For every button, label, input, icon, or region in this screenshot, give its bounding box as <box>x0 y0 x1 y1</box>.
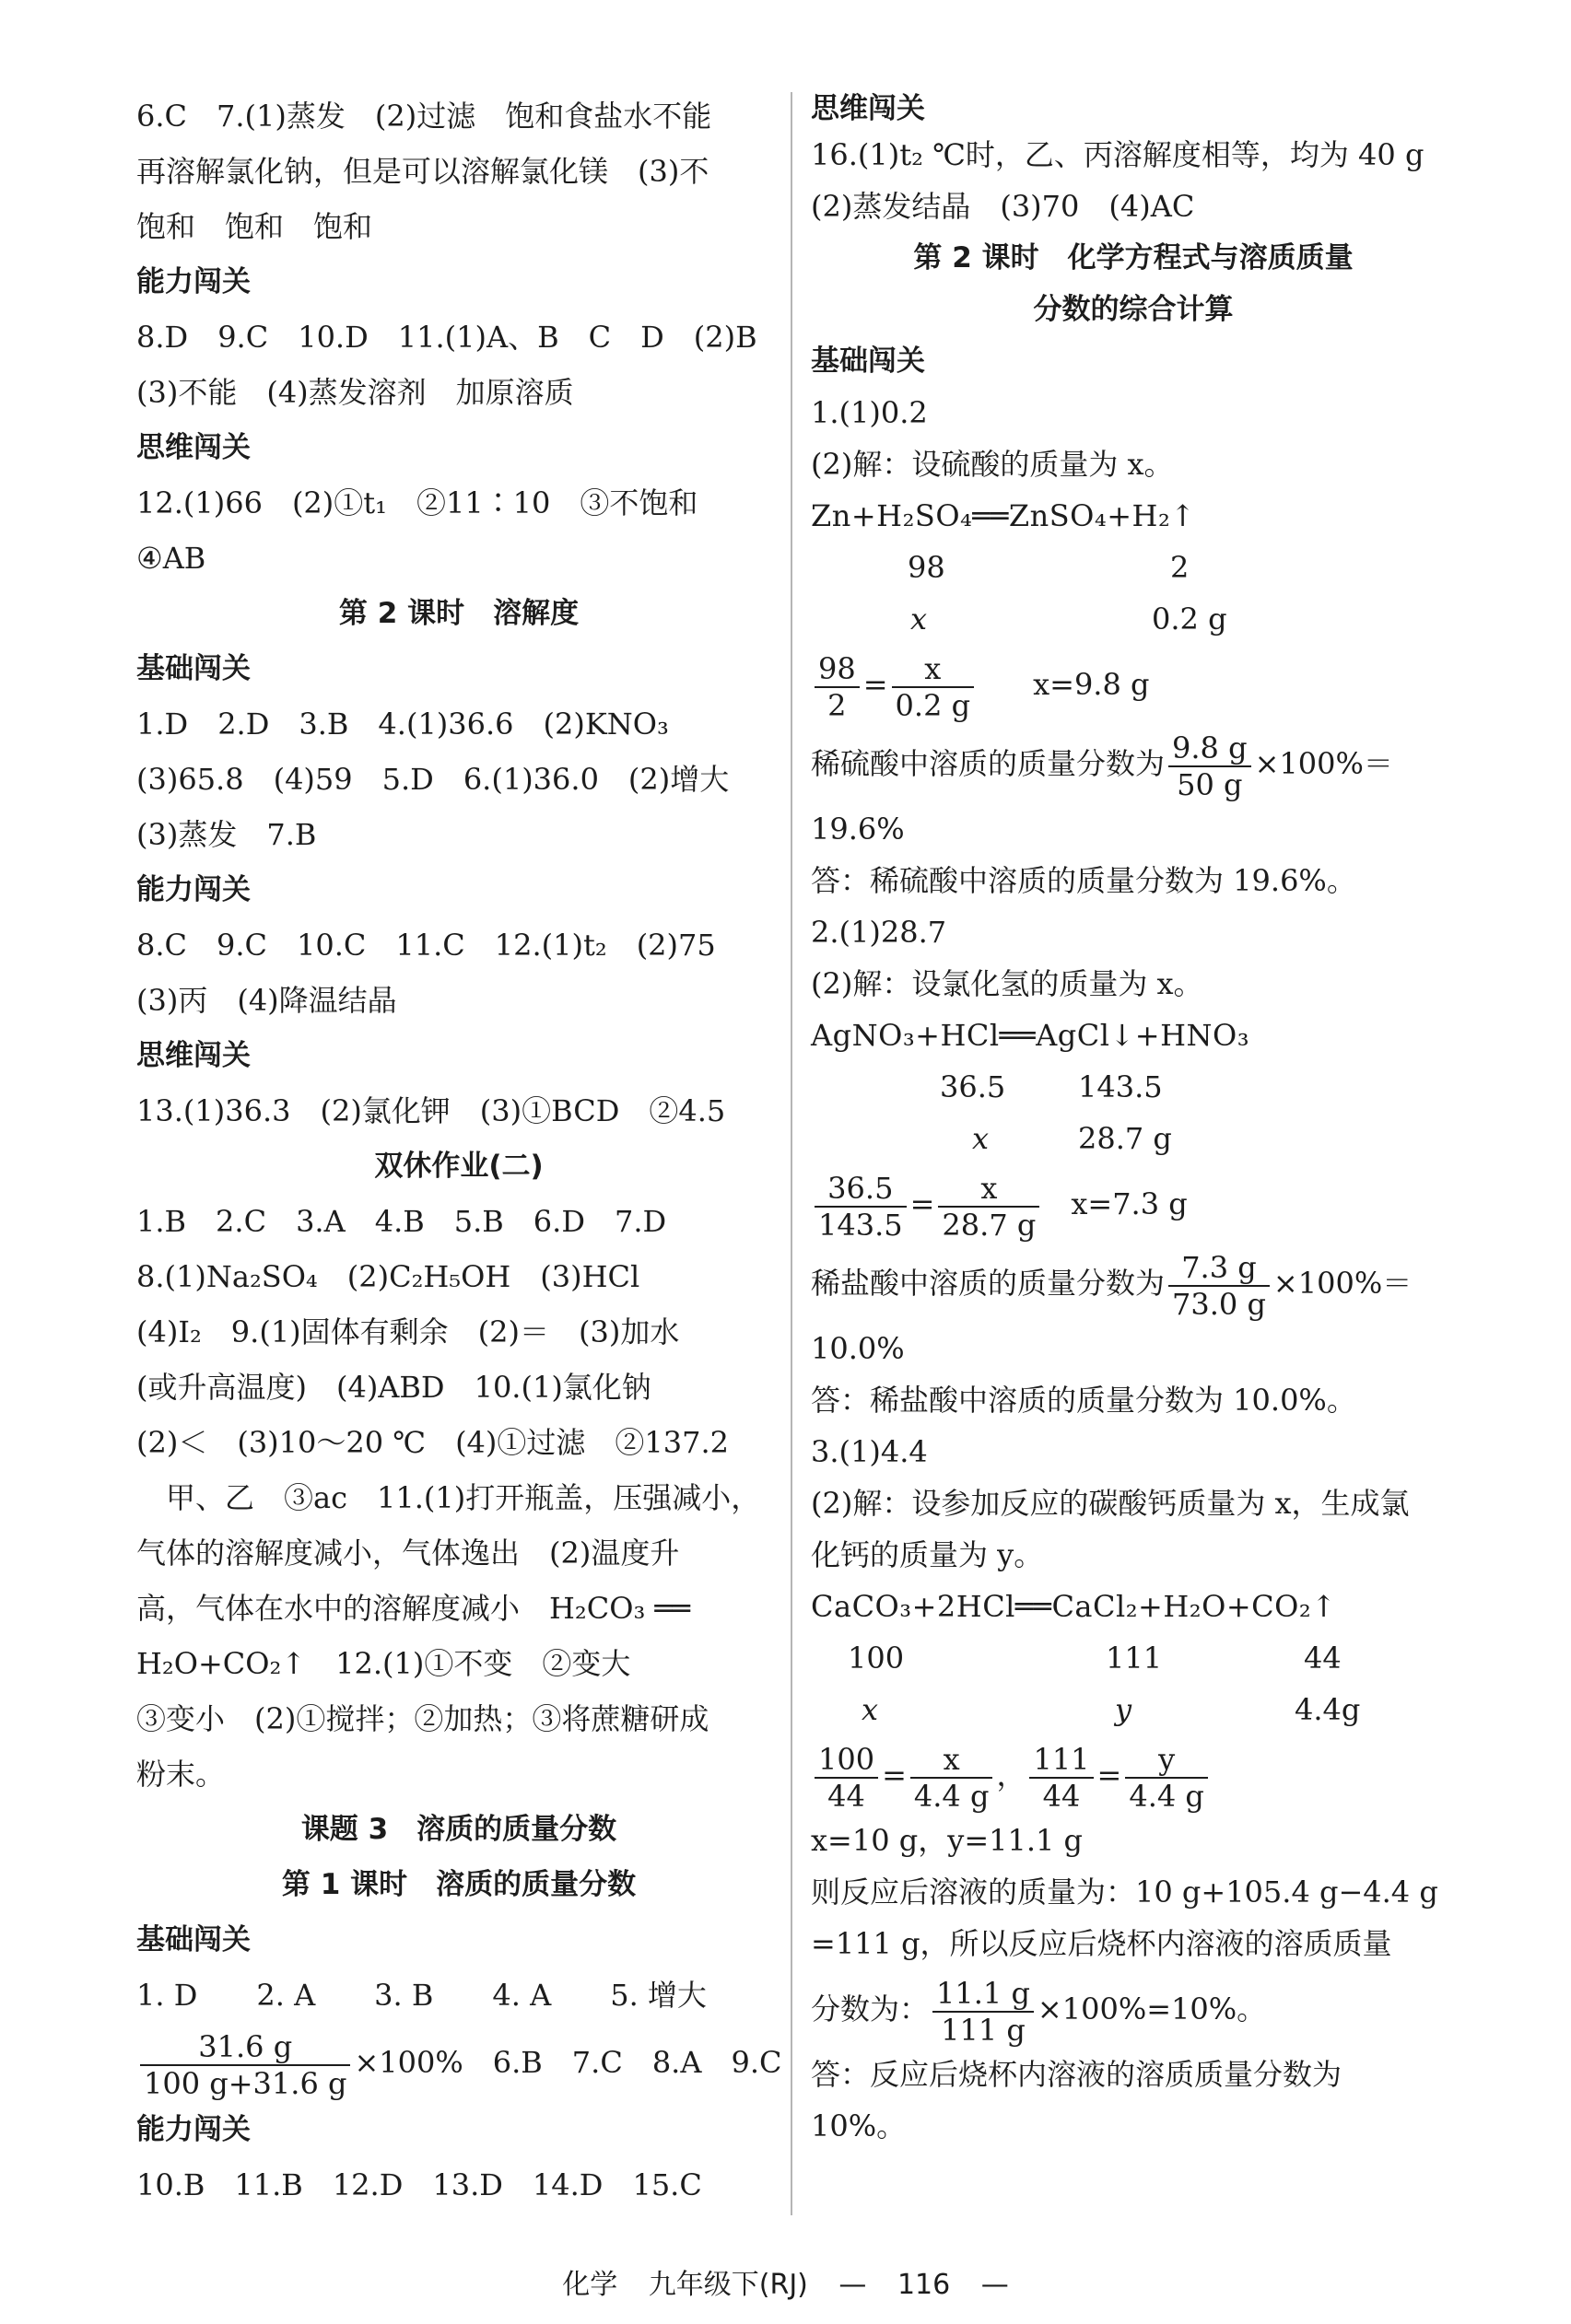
fraction <box>815 1171 907 1243</box>
known-mass: 28.7 g <box>1078 1121 1172 1156</box>
equation-ratio-row <box>811 1684 1456 1735</box>
answer-line: 高，气体在水中的溶解度减小 H₂CO₃ ══ <box>136 1591 690 1626</box>
answer-line: 再溶解氯化钠，但是可以溶解氯化镁 (3)不 <box>136 154 709 189</box>
fraction-line <box>811 724 1456 803</box>
chemical-equation: CaCO₃+2HCl══CaCl₂+H₂O+CO₂↑ <box>811 1589 1337 1624</box>
answer-line: (或升高温度) (4)ABD 10.(1)氯化钠 <box>136 1370 651 1405</box>
fraction <box>815 651 860 723</box>
lesson-title: 双休作业(二) <box>374 1150 544 1183</box>
unknown-mass: x <box>910 601 928 636</box>
answer-line: (3)不能 (4)蒸发溶剂 加原溶质 <box>136 375 574 410</box>
fraction <box>1029 1742 1093 1814</box>
unknown-mass: x <box>862 1692 879 1727</box>
molar-mass: 100 <box>848 1641 905 1676</box>
answer-line: 19.6% <box>811 812 905 847</box>
answer-line: ④AB <box>136 541 206 576</box>
answer-line: x=10 g，y=11.1 g <box>811 1823 1084 1858</box>
equation-ratio-row <box>811 1061 1456 1113</box>
footer-dash: — <box>980 2269 1009 2301</box>
answer-line: 1.(1)0.2 <box>811 395 928 430</box>
denominator: 111 g <box>941 2012 1026 2048</box>
answer-line: 6.C 7.(1)蒸发 (2)过滤 饱和食盐水不能 <box>136 99 712 134</box>
molar-mass: 111 <box>1106 1641 1163 1676</box>
answer-line: 1.D 2.D 3.B 4.(1)36.6 (2)KNO₃ <box>136 707 669 742</box>
molar-mass: 36.5 <box>940 1069 1006 1104</box>
answer-line: 饱和 饱和 饱和 <box>136 209 373 244</box>
denominator: 44 <box>1042 1778 1081 1814</box>
fraction-line: $\frac{36.5}{143.5}$ = $\frac{x}{28.7 g}$ x=7.3 g <box>811 1164 1456 1244</box>
denominator: 143.5 <box>818 1207 903 1243</box>
footer-dash: — <box>838 2269 867 2301</box>
answer-line: 10.B 11.B 12.D 13.D 14.D 15.C <box>136 2167 702 2202</box>
denominator: 4.4 g <box>913 1778 990 1814</box>
answer-text: 稀盐酸中溶质的质量分数为 <box>811 1266 1166 1301</box>
fraction-line <box>811 1969 1456 2049</box>
numerator: 100 <box>815 1742 878 1779</box>
unknown-mass: x <box>972 1121 990 1156</box>
section-heading: 能力闯关 <box>136 265 251 298</box>
answer-line: 化钙的质量为 y。 <box>811 1537 1044 1572</box>
answer-line: (2)解：设氯化氢的质量为 x。 <box>811 966 1203 1001</box>
section-heading: 基础闯关 <box>136 652 251 685</box>
footer-subject: 化学 <box>562 2269 618 2301</box>
denominator: 0.2 g <box>895 687 971 723</box>
answer-line: (2)解：设参加反应的碳酸钙质量为 x，生成氯 <box>811 1486 1410 1521</box>
numerator: x <box>910 1742 993 1779</box>
answer-line: ③变小 (2)①搅拌；②加热；③将蔗糖研成 <box>136 1701 709 1736</box>
numerator: x <box>892 651 975 688</box>
answer-line: 1.B 2.C 3.A 4.B 5.B 6.D 7.D <box>136 1204 667 1239</box>
section-heading: 思维闯关 <box>811 92 925 125</box>
equation-ratio-row <box>811 542 1456 593</box>
chemical-equation: AgNO₃+HCl══AgCl↓+HNO₃ <box>811 1018 1250 1053</box>
section-heading: 能力闯关 <box>136 2113 251 2146</box>
answer-line: (2)解：设硫酸的质量为 x。 <box>811 447 1174 482</box>
answer-line: 粉末。 <box>136 1757 226 1792</box>
answer-line: (3)65.8 (4)59 5.D 6.(1)36.0 (2)增大 <box>136 762 730 797</box>
numerator: 98 <box>815 651 860 688</box>
chemical-equation: Zn+H₂SO₄══ZnSO₄+H₂↑ <box>811 498 1196 533</box>
fraction <box>932 1976 1034 2048</box>
answer-line: 8.(1)Na₂SO₄ (2)C₂H₅OH (3)HCl <box>136 1259 640 1294</box>
denominator: 4.4 g <box>1129 1778 1204 1814</box>
section-heading: 基础闯关 <box>136 1923 251 1956</box>
answer-line: 答：稀硫酸中溶质的质量分数为 19.6%。 <box>811 863 1356 898</box>
unknown-mass: y <box>1115 1692 1132 1727</box>
lesson-title: 第 2 课时 化学方程式与溶质质量 <box>913 241 1354 274</box>
answer-line: (4)I₂ 9.(1)固体有剩余 (2)＝ (3)加水 <box>136 1314 680 1349</box>
right-column <box>811 88 1456 2152</box>
numerator: 111 <box>1029 1742 1093 1779</box>
lesson-title: 课题 3 溶质的质量分数 <box>300 1813 617 1846</box>
answer-line: 则反应后溶液的质量为：10 g+105.4 g−4.4 g <box>811 1874 1438 1909</box>
answer-line: 1. D 2. A 3. B 4. A 5. 增大 <box>136 1978 707 2013</box>
fraction <box>140 2029 350 2101</box>
fraction <box>892 651 975 723</box>
answer-text: 分数为： <box>811 1991 930 2026</box>
lesson-title: 分数的综合计算 <box>1033 293 1234 326</box>
answer-line: 气体的溶解度减小，气体逸出 (2)温度升 <box>136 1536 680 1571</box>
answer-line: 13.(1)36.3 (2)氯化钾 (3)①BCD ②4.5 <box>136 1093 726 1128</box>
fraction-line: $\frac{100}{44}$ = $\frac{x}{4.4 g}$ ， $\frac{111}{44}$ = $\frac{y}{4.4 g}$ <box>811 1735 1456 1815</box>
lesson-title: 第 1 课时 溶质的质量分数 <box>281 1868 637 1901</box>
known-mass: 0.2 g <box>1152 601 1227 636</box>
numerator: 11.1 g <box>932 1976 1034 2013</box>
molar-mass: 2 <box>1170 550 1190 585</box>
answer-line: =111 g，所以反应后烧杯内溶液的溶质质量 <box>811 1926 1392 1961</box>
section-heading: 能力闯关 <box>136 873 251 906</box>
equation-ratio-row <box>811 1113 1456 1164</box>
answer-line: 答：稀盐酸中溶质的质量分数为 10.0%。 <box>811 1383 1356 1418</box>
answer-text: ×100%＝ <box>1254 746 1393 781</box>
molar-mass: 143.5 <box>1078 1069 1163 1104</box>
numerator: 7.3 g <box>1168 1250 1270 1287</box>
result: x=9.8 g <box>1033 667 1150 702</box>
answer-line: 答：反应后烧杯内溶液的溶质质量分数为 <box>811 2057 1342 2092</box>
fraction-line: $\frac{98}{2}$ = $\frac{x}{0.2 g}$ x=9.8 g <box>811 645 1456 724</box>
answer-text: ×100%＝ <box>1272 1266 1413 1301</box>
answer-line: 12.(1)66 (2)①t₁ ②11∶10 ③不饱和 <box>136 485 698 520</box>
answer-line: 10%。 <box>811 2108 907 2143</box>
numerator: x <box>938 1171 1039 1208</box>
denominator: 100 g+31.6 g <box>144 2065 347 2101</box>
fraction-line <box>811 1244 1456 1323</box>
footer-grade: 九年级下(RJ) <box>648 2269 808 2301</box>
fraction <box>815 1742 878 1814</box>
answer-line: 8.D 9.C 10.D 11.(1)A、B C D (2)B <box>136 320 757 355</box>
fraction <box>1168 730 1251 802</box>
answer-line: (2)＜ (3)10～20 ℃ (4)①过滤 ②137.2 <box>136 1425 730 1460</box>
lesson-title: 第 2 课时 溶解度 <box>338 597 580 630</box>
section-heading: 思维闯关 <box>136 431 251 464</box>
column-divider <box>791 92 792 2215</box>
fraction <box>1168 1250 1270 1322</box>
denominator: 44 <box>827 1778 865 1814</box>
molar-mass: 44 <box>1304 1641 1342 1676</box>
denominator: 73.0 g <box>1172 1286 1266 1322</box>
numerator: 36.5 <box>815 1171 907 1208</box>
fraction-line <box>136 2023 781 2102</box>
fraction <box>938 1171 1039 1243</box>
denominator: 50 g <box>1177 766 1243 802</box>
equation-ratio-row <box>811 593 1456 645</box>
denominator: 28.7 g <box>942 1207 1037 1243</box>
answer-line: 16.(1)t₂ ℃时，乙、丙溶解度相等，均为 40 g <box>811 137 1424 172</box>
known-mass: 4.4g <box>1295 1692 1361 1727</box>
answer-line: 10.0% <box>811 1331 905 1366</box>
answer-line: H₂O+CO₂↑ 12.(1)①不变 ②变大 <box>136 1646 631 1681</box>
result: x=7.3 g <box>1071 1186 1188 1221</box>
answer-line: (3)蒸发 7.B <box>136 817 317 852</box>
answer-text: 稀硫酸中溶质的质量分数为 <box>811 746 1166 781</box>
answer-text: ×100% 6.B 7.C 8.A 9.C <box>354 2045 782 2080</box>
answer-line: 8.C 9.C 10.C 11.C 12.(1)t₂ (2)75 <box>136 928 716 963</box>
page-number: 116 <box>897 2269 951 2301</box>
numerator: y <box>1125 1742 1208 1779</box>
fraction <box>1125 1742 1208 1814</box>
answer-line: (3)丙 (4)降温结晶 <box>136 983 397 1018</box>
molar-mass: 98 <box>908 550 945 585</box>
answer-line: 2.(1)28.7 <box>811 915 947 950</box>
equation-ratio-row <box>811 1632 1456 1684</box>
left-column <box>136 88 781 2213</box>
denominator: 2 <box>827 687 847 723</box>
answer-text: ×100%=10%。 <box>1037 1991 1267 2026</box>
numerator: 31.6 g <box>140 2029 350 2066</box>
section-heading: 思维闯关 <box>136 1039 251 1072</box>
section-heading: 基础闯关 <box>811 345 925 378</box>
answer-line: (2)蒸发结晶 (3)70 (4)AC <box>811 189 1195 224</box>
page-footer <box>0 2261 1571 2302</box>
fraction <box>910 1742 993 1814</box>
answer-line: 甲、乙 ③ac 11.(1)打开瓶盖，压强减小， <box>136 1480 761 1515</box>
answer-line: 3.(1)4.4 <box>811 1434 928 1469</box>
numerator: 9.8 g <box>1168 730 1251 767</box>
